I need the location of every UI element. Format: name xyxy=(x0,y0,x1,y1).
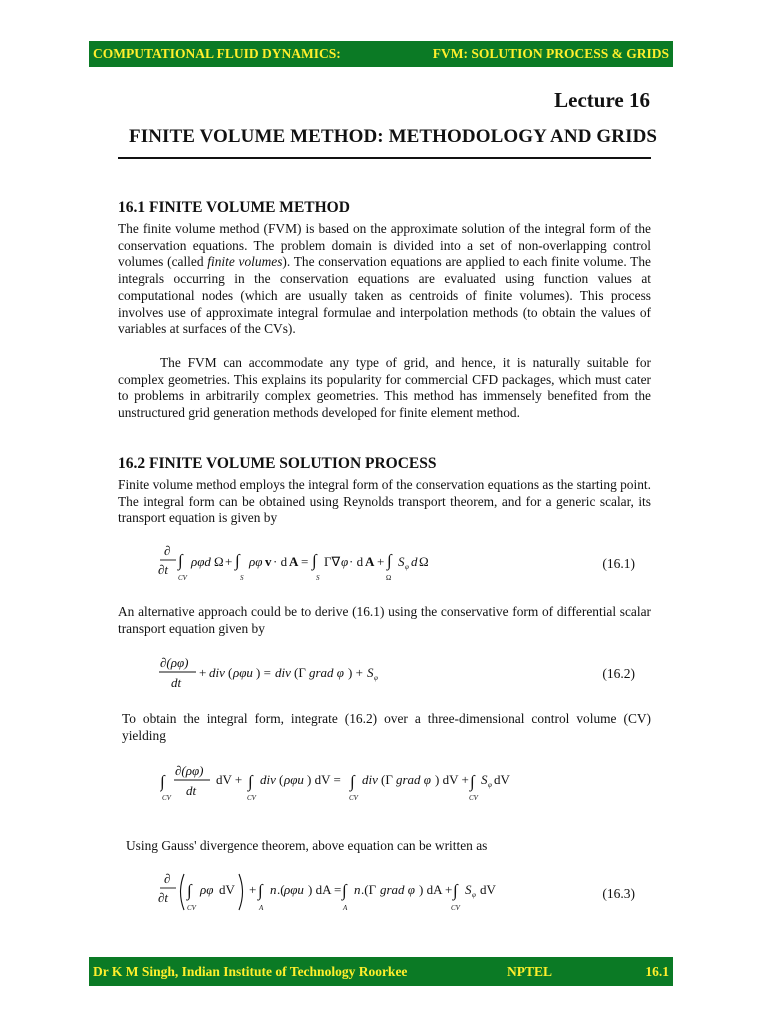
svg-text:) dV =: ) dV = xyxy=(307,772,341,787)
svg-text:φ: φ xyxy=(488,781,492,789)
svg-text:grad φ: grad φ xyxy=(309,665,345,680)
svg-text:φ: φ xyxy=(472,891,476,899)
section-heading-16-2: 16.2 FINITE VOLUME SOLUTION PROCESS xyxy=(118,455,437,472)
svg-text:S: S xyxy=(367,665,374,680)
svg-text:∫: ∫ xyxy=(350,772,355,791)
svg-text:∫: ∫ xyxy=(248,772,253,791)
svg-text:∂: ∂ xyxy=(164,871,171,886)
svg-text:φ: φ xyxy=(374,674,378,682)
svg-text:ρφu: ρφu xyxy=(284,882,304,897)
equation-number-16-1: (16.1) xyxy=(602,556,635,571)
svg-text:CV: CV xyxy=(187,904,196,912)
svg-text:ρφd: ρφd xyxy=(191,554,211,569)
footer-author: Dr K M Singh, Indian Institute of Technology Roorkee xyxy=(93,963,408,979)
svg-text:CV: CV xyxy=(469,794,478,802)
paragraph-fvm-intro-b: ). The conservation equations are applied to each finite volume. The integrals occurring in the conservation equations are evaluated using function values at computational nodes (which are usually taken as centroids of finite volumes). This process involves use of approximate integral formulae and interpolation methods (to obtain the values of variables at surfaces of the CVs). xyxy=(118,254,651,337)
svg-text:div: div xyxy=(209,665,225,680)
svg-text:+: + xyxy=(199,665,207,680)
svg-text:CV: CV xyxy=(247,794,256,802)
svg-text:n: n xyxy=(270,882,277,897)
svg-text:∫: ∫ xyxy=(387,551,392,570)
svg-text:) =: ) = xyxy=(256,665,271,680)
svg-text:dV: dV xyxy=(494,772,510,787)
svg-text:Γ∇: Γ∇ xyxy=(324,554,341,569)
svg-text:dV: dV xyxy=(480,882,496,897)
svg-text:(Γ: (Γ xyxy=(294,665,306,680)
svg-text:div: div xyxy=(260,772,276,787)
paragraph-fvm-intro xyxy=(118,221,651,338)
svg-text:∂: ∂ xyxy=(164,543,171,558)
svg-text:S: S xyxy=(465,882,472,897)
svg-text:A: A xyxy=(343,904,348,912)
svg-text:S: S xyxy=(316,574,320,582)
svg-text:S: S xyxy=(240,574,244,582)
paragraph-alternative: An alternative approach could be to derive (16.1) using the conservative form of differential scalar transport equation given by xyxy=(118,604,651,636)
footer-nptel: NPTEL xyxy=(507,963,553,979)
svg-text:· d: · d xyxy=(349,554,364,569)
svg-text:(Γ: (Γ xyxy=(381,772,393,787)
svg-text:∫: ∫ xyxy=(342,881,347,900)
svg-text:+: + xyxy=(249,882,257,897)
page-title: FINITE VOLUME METHOD: METHODOLOGY AND GRIDS xyxy=(129,126,658,147)
svg-text:) dA +: ) dA + xyxy=(419,882,453,897)
svg-text:(: ( xyxy=(279,772,284,787)
svg-text:S: S xyxy=(481,772,488,787)
svg-text:φ: φ xyxy=(405,563,409,571)
svg-text:A: A xyxy=(365,554,375,569)
paragraph-fvm-intro-a: The finite volume method (FVM) is based on the approximate solution of the integral form of the conservation equations. The problem domain is divided into a set of non-overlapping control volumes (called xyxy=(118,221,651,270)
svg-text:) +: ) + xyxy=(348,665,363,680)
paragraph-gauss: Using Gauss' divergence theorem, above equation can be written as xyxy=(126,838,488,853)
svg-text:v: v xyxy=(265,554,272,569)
equation-16-1-math xyxy=(158,540,478,588)
equation-number-16-3: (16.3) xyxy=(602,886,635,901)
equation-integral-form xyxy=(160,762,530,804)
equation-number-16-2: (16.2) xyxy=(602,666,635,681)
header-left: COMPUTATIONAL FLUID DYNAMICS: xyxy=(93,46,341,61)
svg-text:∫: ∫ xyxy=(178,551,183,570)
svg-text:.(: .( xyxy=(277,882,285,897)
svg-text:) dA =: ) dA = xyxy=(308,882,342,897)
svg-text:∂(ρφ): ∂(ρφ) xyxy=(160,655,189,670)
svg-text:∫: ∫ xyxy=(160,772,165,791)
paragraph-solution-process: Finite volume method employs the integral form of the conservation equations as the starting point. The integral form can be obtained using Reynolds transport theorem, and for a generic scalar, its transport equation is given by xyxy=(118,477,651,526)
svg-text:n: n xyxy=(354,882,361,897)
svg-text:ρφ: ρφ xyxy=(249,554,263,569)
equation-16-3-math xyxy=(158,868,498,918)
svg-text:=: = xyxy=(301,554,309,569)
header-band xyxy=(89,41,673,67)
svg-text:div: div xyxy=(275,665,291,680)
svg-text:(: ( xyxy=(228,665,233,680)
equation-16-2-math xyxy=(158,652,398,694)
svg-text:ρφ: ρφ xyxy=(200,882,214,897)
lecture-number: Lecture 16 xyxy=(554,88,650,112)
svg-text:ρφu: ρφu xyxy=(233,665,253,680)
svg-text:Ω: Ω xyxy=(419,554,429,569)
paragraph-fvm-intro-em: finite volumes xyxy=(207,254,283,270)
svg-text:+: + xyxy=(225,554,233,569)
svg-text:S: S xyxy=(398,554,405,569)
svg-text:∫: ∫ xyxy=(235,551,240,570)
paragraph-integrate: To obtain the integral form, integrate (16.2) over a three-dimensional control volume (CV) yielding xyxy=(122,711,651,743)
svg-text:∫: ∫ xyxy=(312,551,317,570)
svg-text:CV: CV xyxy=(178,574,187,582)
svg-text:Ω: Ω xyxy=(214,554,224,569)
paragraph-fvm-grids: The FVM can accommodate any type of grid, and hence, it is naturally suitable for complex geometries. This explains its popularity for commercial CFD packages, which must cater to problems in arbitrarily complex geometries. This method has immensely benefited from the unstructured grid generation methods developed for finite element method. xyxy=(118,355,651,421)
svg-text:∫: ∫ xyxy=(258,881,263,900)
svg-text:∂t: ∂t xyxy=(158,890,169,905)
svg-text:dV: dV xyxy=(219,882,235,897)
svg-text:) dV +: ) dV + xyxy=(435,772,469,787)
svg-text:φ: φ xyxy=(341,554,349,569)
svg-text:A: A xyxy=(289,554,299,569)
svg-text:∫: ∫ xyxy=(453,881,458,900)
svg-text:grad φ: grad φ xyxy=(380,882,416,897)
svg-text:dt: dt xyxy=(171,675,182,690)
svg-text:∫: ∫ xyxy=(470,772,475,791)
svg-text:dV +: dV + xyxy=(216,772,243,787)
title-rule xyxy=(118,157,651,159)
svg-text:+: + xyxy=(377,554,385,569)
svg-text:∫: ∫ xyxy=(187,881,192,900)
svg-text:∂t: ∂t xyxy=(158,562,169,577)
svg-text:dt: dt xyxy=(186,783,197,798)
svg-text:CV: CV xyxy=(451,904,460,912)
svg-text:CV: CV xyxy=(162,794,171,802)
svg-text:d: d xyxy=(411,554,418,569)
svg-text:∂(ρφ): ∂(ρφ) xyxy=(175,763,204,778)
svg-text:Ω: Ω xyxy=(386,574,392,582)
header-right: FVM: SOLUTION PROCESS & GRIDS xyxy=(432,46,669,61)
svg-text:A: A xyxy=(259,904,264,912)
svg-text:ρφu: ρφu xyxy=(284,772,304,787)
svg-text:CV: CV xyxy=(349,794,358,802)
svg-text:div: div xyxy=(362,772,378,787)
section-heading-16-1: 16.1 FINITE VOLUME METHOD xyxy=(118,199,350,216)
footer-band xyxy=(89,957,673,986)
svg-text:grad φ: grad φ xyxy=(396,772,432,787)
svg-text:· d: · d xyxy=(273,554,288,569)
svg-text:.(Γ: .(Γ xyxy=(361,882,377,897)
footer-page-number: 16.1 xyxy=(645,963,669,979)
